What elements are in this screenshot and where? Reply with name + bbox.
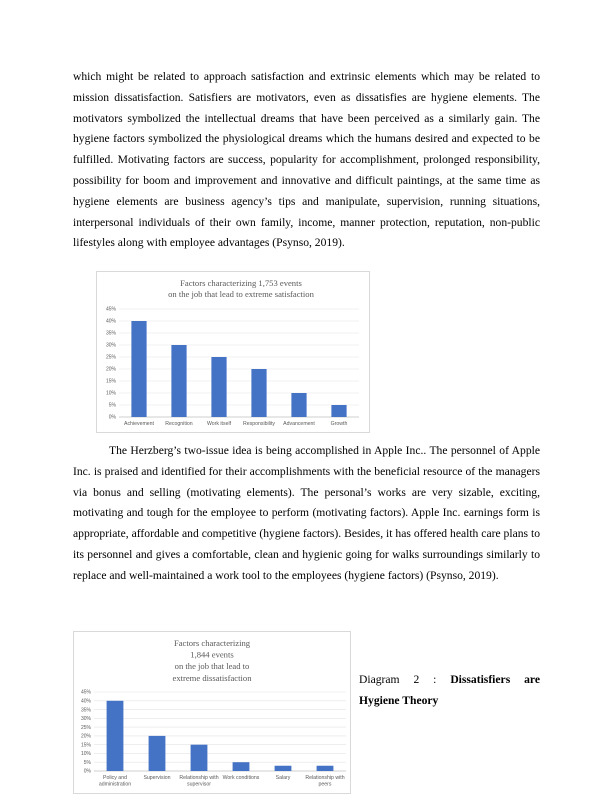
sat-category-label: Recognition [165,421,193,427]
sat-y-tick-label: 35% [105,330,116,337]
sat-bar [131,321,146,417]
dissat-category-label: Relationship with [179,775,219,781]
sat-y-tick-label: 10% [105,390,116,397]
satisfaction-bar-chart [96,271,370,433]
diagram-caption [359,669,540,711]
dissat-bar [191,745,208,771]
dissat-title-line: on the job that lead to [174,661,250,672]
sat-y-tick-label: 5% [108,402,116,409]
sat-title-line: Factors characterizing 1,753 events [180,278,302,288]
dissat-y-tick-label: 20% [80,733,91,740]
sat-category-label: Growth [330,421,348,427]
dissat-category-label: peers [318,781,332,788]
sat-category-label: Responsibility [242,421,276,427]
dissatisfaction-chart-svg [74,632,350,793]
dissat-category-label: Salary [275,775,291,781]
dissatisfaction-bar-chart [73,631,351,794]
paragraph-apple-herzberg: The Herzberg’s two-issue idea is being accomplished in Apple Inc.. The personnel of Apple Inc. is praised and identified for their accomplishments with the beneficial resource of the managers via bonus and selling (motivating elements). The personal’s works are very sizable, exciting, motivating and tough for the employee to perform (motivating factors). Apple Inc. earnings form is appropriate, affordable and competitive (hygiene factors). Besides, it has offered health care plans to its personnel and gives a comfortable, clean and hygienic going for walks surroundings similarly to replace and well-maintained a work tool to the employees (hygiene factors) (Psynso, 2019). [73,444,540,582]
sat-y-tick-label: 20% [105,366,116,373]
paragraph-satisfiers: which might be related to approach satisfaction and extrinsic elements which may be related to mission dissatisfaction. Satisfiers are motivators, even as dissatisfies are hygiene elements. The motivators symbolized the intellectual dreams that have been perceived as a similarly gain. The hygiene factors symbolized the physiological dreams which the humans desired and expected to be fulfilled. Motivating factors are success, popularity for accomplishment, prolonged responsibility, possibility for boom and improvement and innovative and difficult paintings, at the same time as hygiene elements are business agency’s tips and manipulate, supervision, running situations, interpersonal individuals of their own family, income, manner protection, reputation, non-public lifestyles along with employee advantages (Psynso, 2019). [73,70,540,250]
dissat-category-label: Policy and [103,775,127,781]
sat-y-tick-label: 15% [105,378,116,385]
dissat-y-tick-label: 10% [80,751,91,758]
dissat-y-tick-label: 5% [83,759,91,766]
sat-bar [291,393,306,417]
dissat-category-label: administration [98,781,132,788]
dissat-category-label: supervisor [187,781,211,788]
caption-bold-line1: Dissatisfiers are [450,673,540,686]
sat-bar [251,369,266,417]
dissat-bar [317,766,334,771]
dissat-y-tick-label: 15% [80,742,91,749]
dissat-category-label: Relationship with [305,775,345,781]
sat-bar [211,357,226,417]
dissat-y-tick-label: 25% [80,724,91,731]
dissat-y-tick-label: 0% [83,768,91,775]
sat-category-label: Advancement [283,421,315,427]
sat-bar [331,405,346,417]
dissat-title-line: Factors characterizing [173,638,251,648]
sat-y-tick-label: 40% [105,318,116,325]
sat-title-line: on the job that lead to extreme satisfaction [168,289,314,299]
sat-y-tick-label: 45% [105,306,116,313]
dissat-category-label: Supervision [143,775,171,781]
dissat-bar [149,736,166,771]
dissat-title-line: 1,844 events [190,649,234,660]
dissat-category-label: Work conditions [222,775,260,781]
sat-y-tick-label: 25% [105,354,116,361]
dissat-bar [275,766,292,771]
dissat-y-tick-label: 45% [80,689,91,696]
caption-bold-line2: Hygiene Theory [359,694,439,707]
sat-y-tick-label: 30% [105,342,116,349]
dissat-y-tick-label: 35% [80,707,91,714]
sat-category-label: Achievement [124,421,154,427]
dissat-y-tick-label: 30% [80,716,91,723]
sat-category-label: Work itself [206,421,232,427]
dissat-y-tick-label: 40% [80,698,91,705]
satisfaction-chart-svg [97,272,369,432]
dissat-bar [107,701,124,771]
dissat-title-line: extreme dissatisfaction [172,672,252,683]
sat-bar [171,345,186,417]
sat-y-tick-label: 0% [108,414,116,421]
dissat-bar [233,762,250,771]
caption-prefix: Diagram 2 : [359,673,451,686]
